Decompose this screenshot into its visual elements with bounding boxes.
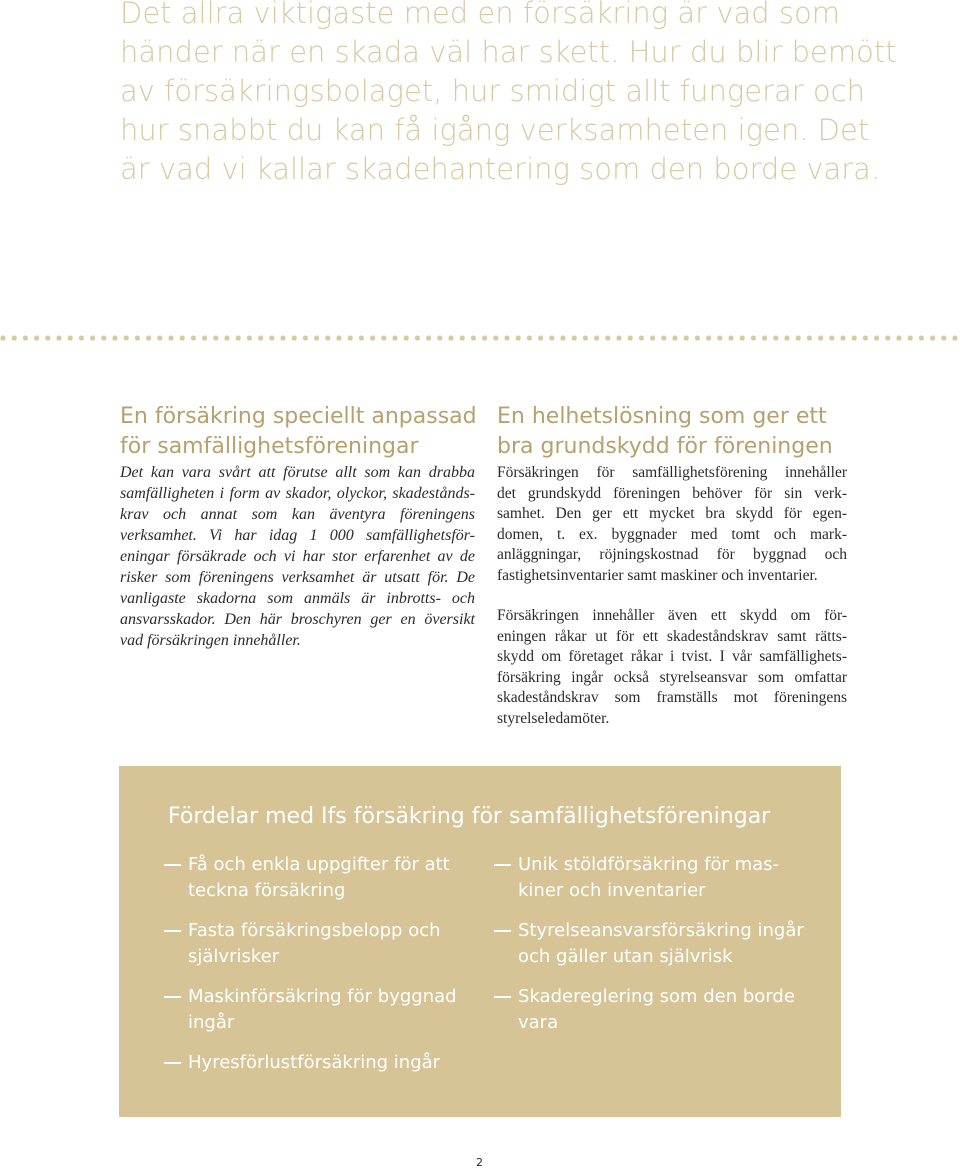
body-line: samfälligheten i form av skador, olyckor, skadestånds- bbox=[120, 485, 475, 502]
benefit-line: Skadereglering som den borde bbox=[518, 986, 795, 1007]
divider-dot bbox=[852, 335, 857, 340]
benefit-line: ingår bbox=[188, 1012, 235, 1033]
benefit-line: självrisker bbox=[188, 946, 280, 967]
divider-dot bbox=[628, 335, 633, 340]
body-line: Försäkringen för samfällighetsförening innehåller bbox=[497, 464, 847, 481]
body-line: risker som föreningens verksamhet är utsatt för. De bbox=[120, 569, 475, 586]
body-line: Försäkringen innehåller även ett skydd om för- bbox=[497, 607, 847, 624]
divider-dot bbox=[549, 335, 554, 340]
body-line: styrelseledamöter. bbox=[497, 709, 610, 727]
divider-dot bbox=[191, 335, 196, 340]
benefit-line: Få och enkla uppgifter för att bbox=[188, 854, 450, 875]
body-line: eningar försäkrade och vi har stor erfarenhet av de bbox=[120, 548, 475, 565]
benefit-line: kiner och inventarier bbox=[518, 880, 706, 901]
body-line: domen, t. ex. byggnader med tomt och mark- bbox=[497, 525, 847, 543]
dash-icon bbox=[164, 996, 181, 998]
divider-dot bbox=[717, 335, 722, 340]
page-number: 2 bbox=[476, 1156, 483, 1169]
benefit-line: Styrelseansvarsförsäkring ingår bbox=[518, 920, 804, 941]
divider-dot bbox=[773, 335, 778, 340]
benefit-item bbox=[164, 852, 474, 904]
body-line: försäkring ingår också styrelseansvar som omfattar bbox=[497, 668, 847, 686]
divider-dot bbox=[359, 335, 364, 340]
right-heading-line: bra grundskydd för föreningen bbox=[497, 434, 833, 459]
dash-icon bbox=[494, 996, 511, 998]
divider-dot bbox=[392, 335, 397, 340]
divider-dot bbox=[740, 335, 745, 340]
divider-dot bbox=[493, 335, 498, 340]
divider-dot bbox=[146, 335, 151, 340]
divider-dot bbox=[381, 335, 386, 340]
benefit-line: Unik stöldförsäkring för mas- bbox=[518, 854, 780, 875]
benefit-line: teckna försäkring bbox=[188, 880, 346, 901]
dash-icon bbox=[164, 864, 181, 866]
right-heading bbox=[497, 402, 857, 462]
divider-dot bbox=[258, 335, 263, 340]
benefits-title: Fördelar med Ifs försäkring för samfällighetsföreningar bbox=[168, 804, 771, 829]
divider-dot bbox=[202, 335, 207, 340]
body-line: anläggningar, röjningskostnad för byggnad och bbox=[497, 546, 847, 563]
intro-line: händer när en skada väl har skett. Hur du blir bemött bbox=[120, 35, 897, 69]
right-heading-line: En helhetslösning som ger ett bbox=[497, 404, 827, 429]
divider-dot bbox=[269, 335, 274, 340]
divider-dot bbox=[684, 335, 689, 340]
divider-dot bbox=[236, 335, 241, 340]
body-line: skadeståndskrav som framställs mot föreningens bbox=[497, 689, 847, 706]
benefits-list-right bbox=[494, 852, 814, 1050]
intro-line: hur snabbt du kan få igång verksamheten igen. Det bbox=[120, 113, 870, 147]
divider-dot bbox=[605, 335, 610, 340]
divider-dot bbox=[370, 335, 375, 340]
benefit-line: Fasta försäkringsbelopp och bbox=[188, 920, 441, 941]
divider-dot bbox=[583, 335, 588, 340]
divider-dot bbox=[303, 335, 308, 340]
divider-dot bbox=[650, 335, 655, 340]
divider-dot bbox=[896, 335, 901, 340]
divider-dot bbox=[504, 335, 509, 340]
benefit-line: Hyresförlustförsäkring ingår bbox=[188, 1052, 441, 1073]
body-line: verksamhet. Vi har idag 1 000 samfällighetsför- bbox=[120, 527, 475, 544]
divider-dot bbox=[941, 335, 946, 340]
divider-dot bbox=[952, 335, 957, 340]
divider-dot bbox=[68, 335, 73, 340]
divider-dot bbox=[124, 335, 129, 340]
dotted-divider bbox=[0, 333, 960, 343]
body-line: eningen råkar ut för ett skadeståndskrav samt rätts- bbox=[497, 627, 847, 645]
benefit-line: vara bbox=[518, 1012, 559, 1033]
divider-dot bbox=[426, 335, 431, 340]
divider-dot bbox=[728, 335, 733, 340]
divider-dot bbox=[247, 335, 252, 340]
body-line: samhet. Den ger ett mycket bra skydd för egen- bbox=[497, 505, 847, 522]
divider-dot bbox=[784, 335, 789, 340]
divider-dot bbox=[471, 335, 476, 340]
divider-dot bbox=[482, 335, 487, 340]
divider-dot bbox=[56, 335, 61, 340]
divider-dot bbox=[460, 335, 465, 340]
benefit-item bbox=[494, 852, 814, 904]
divider-dot bbox=[34, 335, 39, 340]
left-heading-line: En försäkring speciellt anpassad bbox=[120, 404, 477, 429]
left-body-text bbox=[120, 462, 475, 651]
divider-dot bbox=[180, 335, 185, 340]
divider-dot bbox=[560, 335, 565, 340]
body-line: vad försäkringen innehåller. bbox=[120, 632, 301, 649]
benefit-line: och gäller utan självrisk bbox=[518, 946, 733, 967]
divider-dot bbox=[829, 335, 834, 340]
divider-dot bbox=[168, 335, 173, 340]
divider-dot bbox=[112, 335, 117, 340]
benefit-item bbox=[494, 918, 814, 970]
dash-icon bbox=[164, 1062, 181, 1064]
divider-dot bbox=[751, 335, 756, 340]
divider-dot bbox=[796, 335, 801, 340]
dash-icon bbox=[494, 864, 511, 866]
divider-dot bbox=[639, 335, 644, 340]
benefit-item bbox=[164, 918, 474, 970]
divider-dot bbox=[594, 335, 599, 340]
divider-dot bbox=[572, 335, 577, 340]
intro-line: är vad vi kallar skadehantering som den borde vara. bbox=[120, 152, 881, 186]
intro-line: Det allra viktigaste med en försäkring är vad som bbox=[120, 0, 840, 30]
body-line: det grundskydd föreningen behöver för sin verk- bbox=[497, 484, 847, 502]
body-line: krav och annat som kan äventyra föreningens bbox=[120, 506, 475, 523]
divider-dot bbox=[908, 335, 913, 340]
paragraph-gap bbox=[497, 586, 847, 606]
divider-dot bbox=[90, 335, 95, 340]
right-body-text bbox=[497, 463, 847, 729]
divider-dot bbox=[224, 335, 229, 340]
divider-dot bbox=[348, 335, 353, 340]
divider-dot bbox=[840, 335, 845, 340]
divider-dot bbox=[79, 335, 84, 340]
divider-dot bbox=[672, 335, 677, 340]
intro-line: av försäkringsbolaget, hur smidigt allt fungerar och bbox=[120, 74, 865, 108]
divider-dot bbox=[325, 335, 330, 340]
benefit-item bbox=[164, 984, 474, 1036]
divider-dot bbox=[135, 335, 140, 340]
body-line: ansvarsskador. Den här broschyren ger en översikt bbox=[120, 611, 475, 628]
divider-dot bbox=[437, 335, 442, 340]
divider-dot bbox=[292, 335, 297, 340]
left-heading bbox=[120, 402, 480, 462]
benefit-item bbox=[164, 1050, 474, 1076]
divider-dot bbox=[874, 335, 879, 340]
divider-dot bbox=[336, 335, 341, 340]
divider-dot bbox=[527, 335, 532, 340]
divider-dot bbox=[45, 335, 50, 340]
divider-dot bbox=[807, 335, 812, 340]
body-line: skydd om företaget råkar i tvist. I vår samfällighets- bbox=[497, 648, 847, 665]
body-line: Det kan vara svårt att förutse allt som kan drabba bbox=[120, 464, 475, 481]
divider-dot bbox=[818, 335, 823, 340]
divider-dot bbox=[762, 335, 767, 340]
divider-dot bbox=[314, 335, 319, 340]
divider-dot bbox=[538, 335, 543, 340]
left-heading-line: för samfällighetsföreningar bbox=[120, 434, 419, 459]
divider-dot bbox=[516, 335, 521, 340]
divider-dot bbox=[12, 335, 17, 340]
intro-text bbox=[120, 0, 897, 189]
divider-dot bbox=[448, 335, 453, 340]
benefits-list-left bbox=[164, 852, 474, 1090]
divider-dot bbox=[280, 335, 285, 340]
divider-dot bbox=[0, 335, 5, 340]
divider-dot bbox=[616, 335, 621, 340]
divider-dot bbox=[919, 335, 924, 340]
dash-icon bbox=[164, 930, 181, 932]
benefit-line: Maskinförsäkring för byggnad bbox=[188, 986, 457, 1007]
divider-dot bbox=[885, 335, 890, 340]
dash-icon bbox=[494, 930, 511, 932]
benefits-box bbox=[119, 766, 841, 1117]
divider-dot bbox=[213, 335, 218, 340]
divider-dot bbox=[706, 335, 711, 340]
divider-dot bbox=[695, 335, 700, 340]
divider-dot bbox=[863, 335, 868, 340]
divider-dot bbox=[415, 335, 420, 340]
divider-dot bbox=[930, 335, 935, 340]
divider-dot bbox=[23, 335, 28, 340]
divider-dot bbox=[404, 335, 409, 340]
body-line: fastighetsinventarier samt maskiner och inventarier. bbox=[497, 566, 818, 584]
divider-dot bbox=[661, 335, 666, 340]
divider-dot bbox=[101, 335, 106, 340]
body-line: vanligaste skadorna som anmäls är inbrotts- och bbox=[120, 590, 475, 607]
divider-dot bbox=[157, 335, 162, 340]
benefit-item bbox=[494, 984, 814, 1036]
